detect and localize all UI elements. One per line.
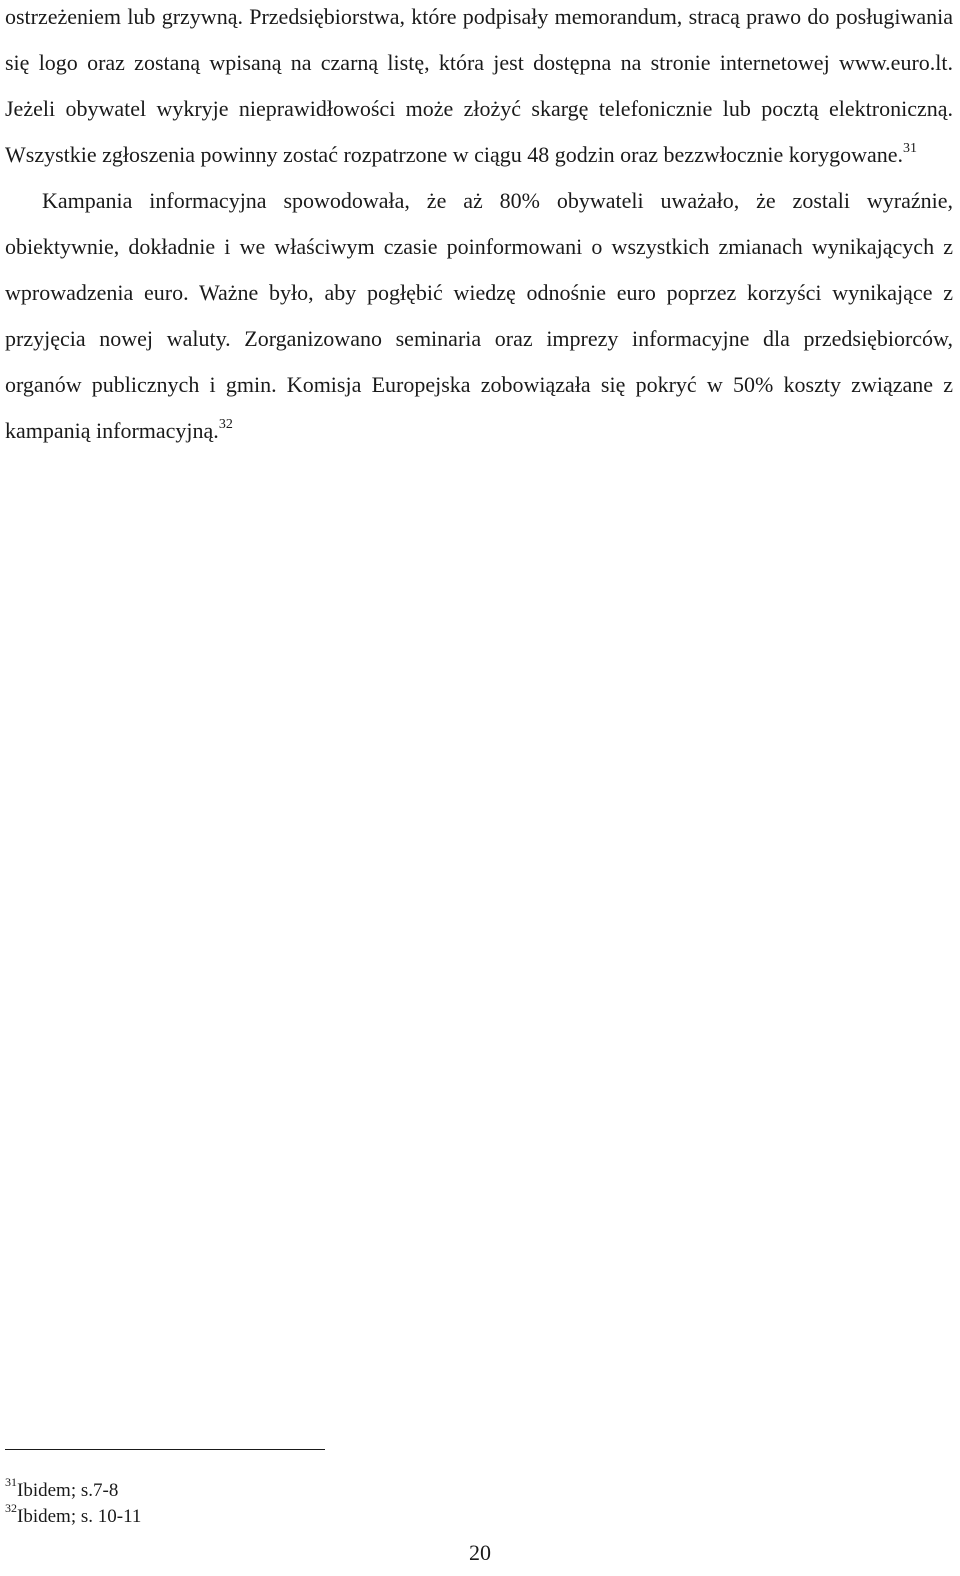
paragraph-1 <box>5 0 953 178</box>
footnotes <box>5 1474 142 1530</box>
paragraph-2-text: Kampania informacyjna spowodowała, że aż 80% obywateli uważało, że zostali wyraźnie, obiektywnie, dokładnie i we właściwym czasie poinformowani o wszystkich zmianach wynikających z wprowadzenia euro. Ważne było, aby pogłębić wiedzę odnośnie euro poprzez korzyści wynikające z przyjęcia nowej waluty. Zorganizowano seminaria oraz imprezy informacyjne dla przedsiębiorców, organów publicznych i gmin. Komisja Europejska zobowiązała się pokryć w 50% koszty związane z kampanią informacyjną. <box>5 188 953 443</box>
footnote-separator <box>5 1449 325 1450</box>
page-number: 20 <box>469 1540 491 1565</box>
footnote-31-text: Ibidem; s.7-8 <box>17 1480 119 1501</box>
footnote-31 <box>5 1474 141 1504</box>
footnote-32 <box>5 1500 142 1530</box>
footnote-ref-32: 32 <box>218 416 233 432</box>
paragraph-1-text: ostrzeżeniem lub grzywną. Przedsiębiorstwa, które podpisały memorandum, stracą prawo do posługiwania się logo oraz zostaną wpisaną na czarną listę, która jest dostępna na stronie internetowej www.euro.lt. Jeżeli obywatel wykryje nieprawidłowości może złożyć skargę telefonicznie lub pocztą elektroniczną. Wszystkie zgłoszenia powinny zostać rozpatrzone w ciągu 48 godzin oraz bezzwłocznie korygowane. <box>5 4 953 167</box>
footnote-32-number: 32 <box>5 1500 17 1515</box>
paragraph-2 <box>5 178 953 454</box>
footnote-32-text: Ibidem; s. 10-11 <box>17 1506 142 1527</box>
footnote-ref-31: 31 <box>902 140 917 156</box>
body-text <box>5 0 953 454</box>
footnote-31-number: 31 <box>5 1474 17 1489</box>
